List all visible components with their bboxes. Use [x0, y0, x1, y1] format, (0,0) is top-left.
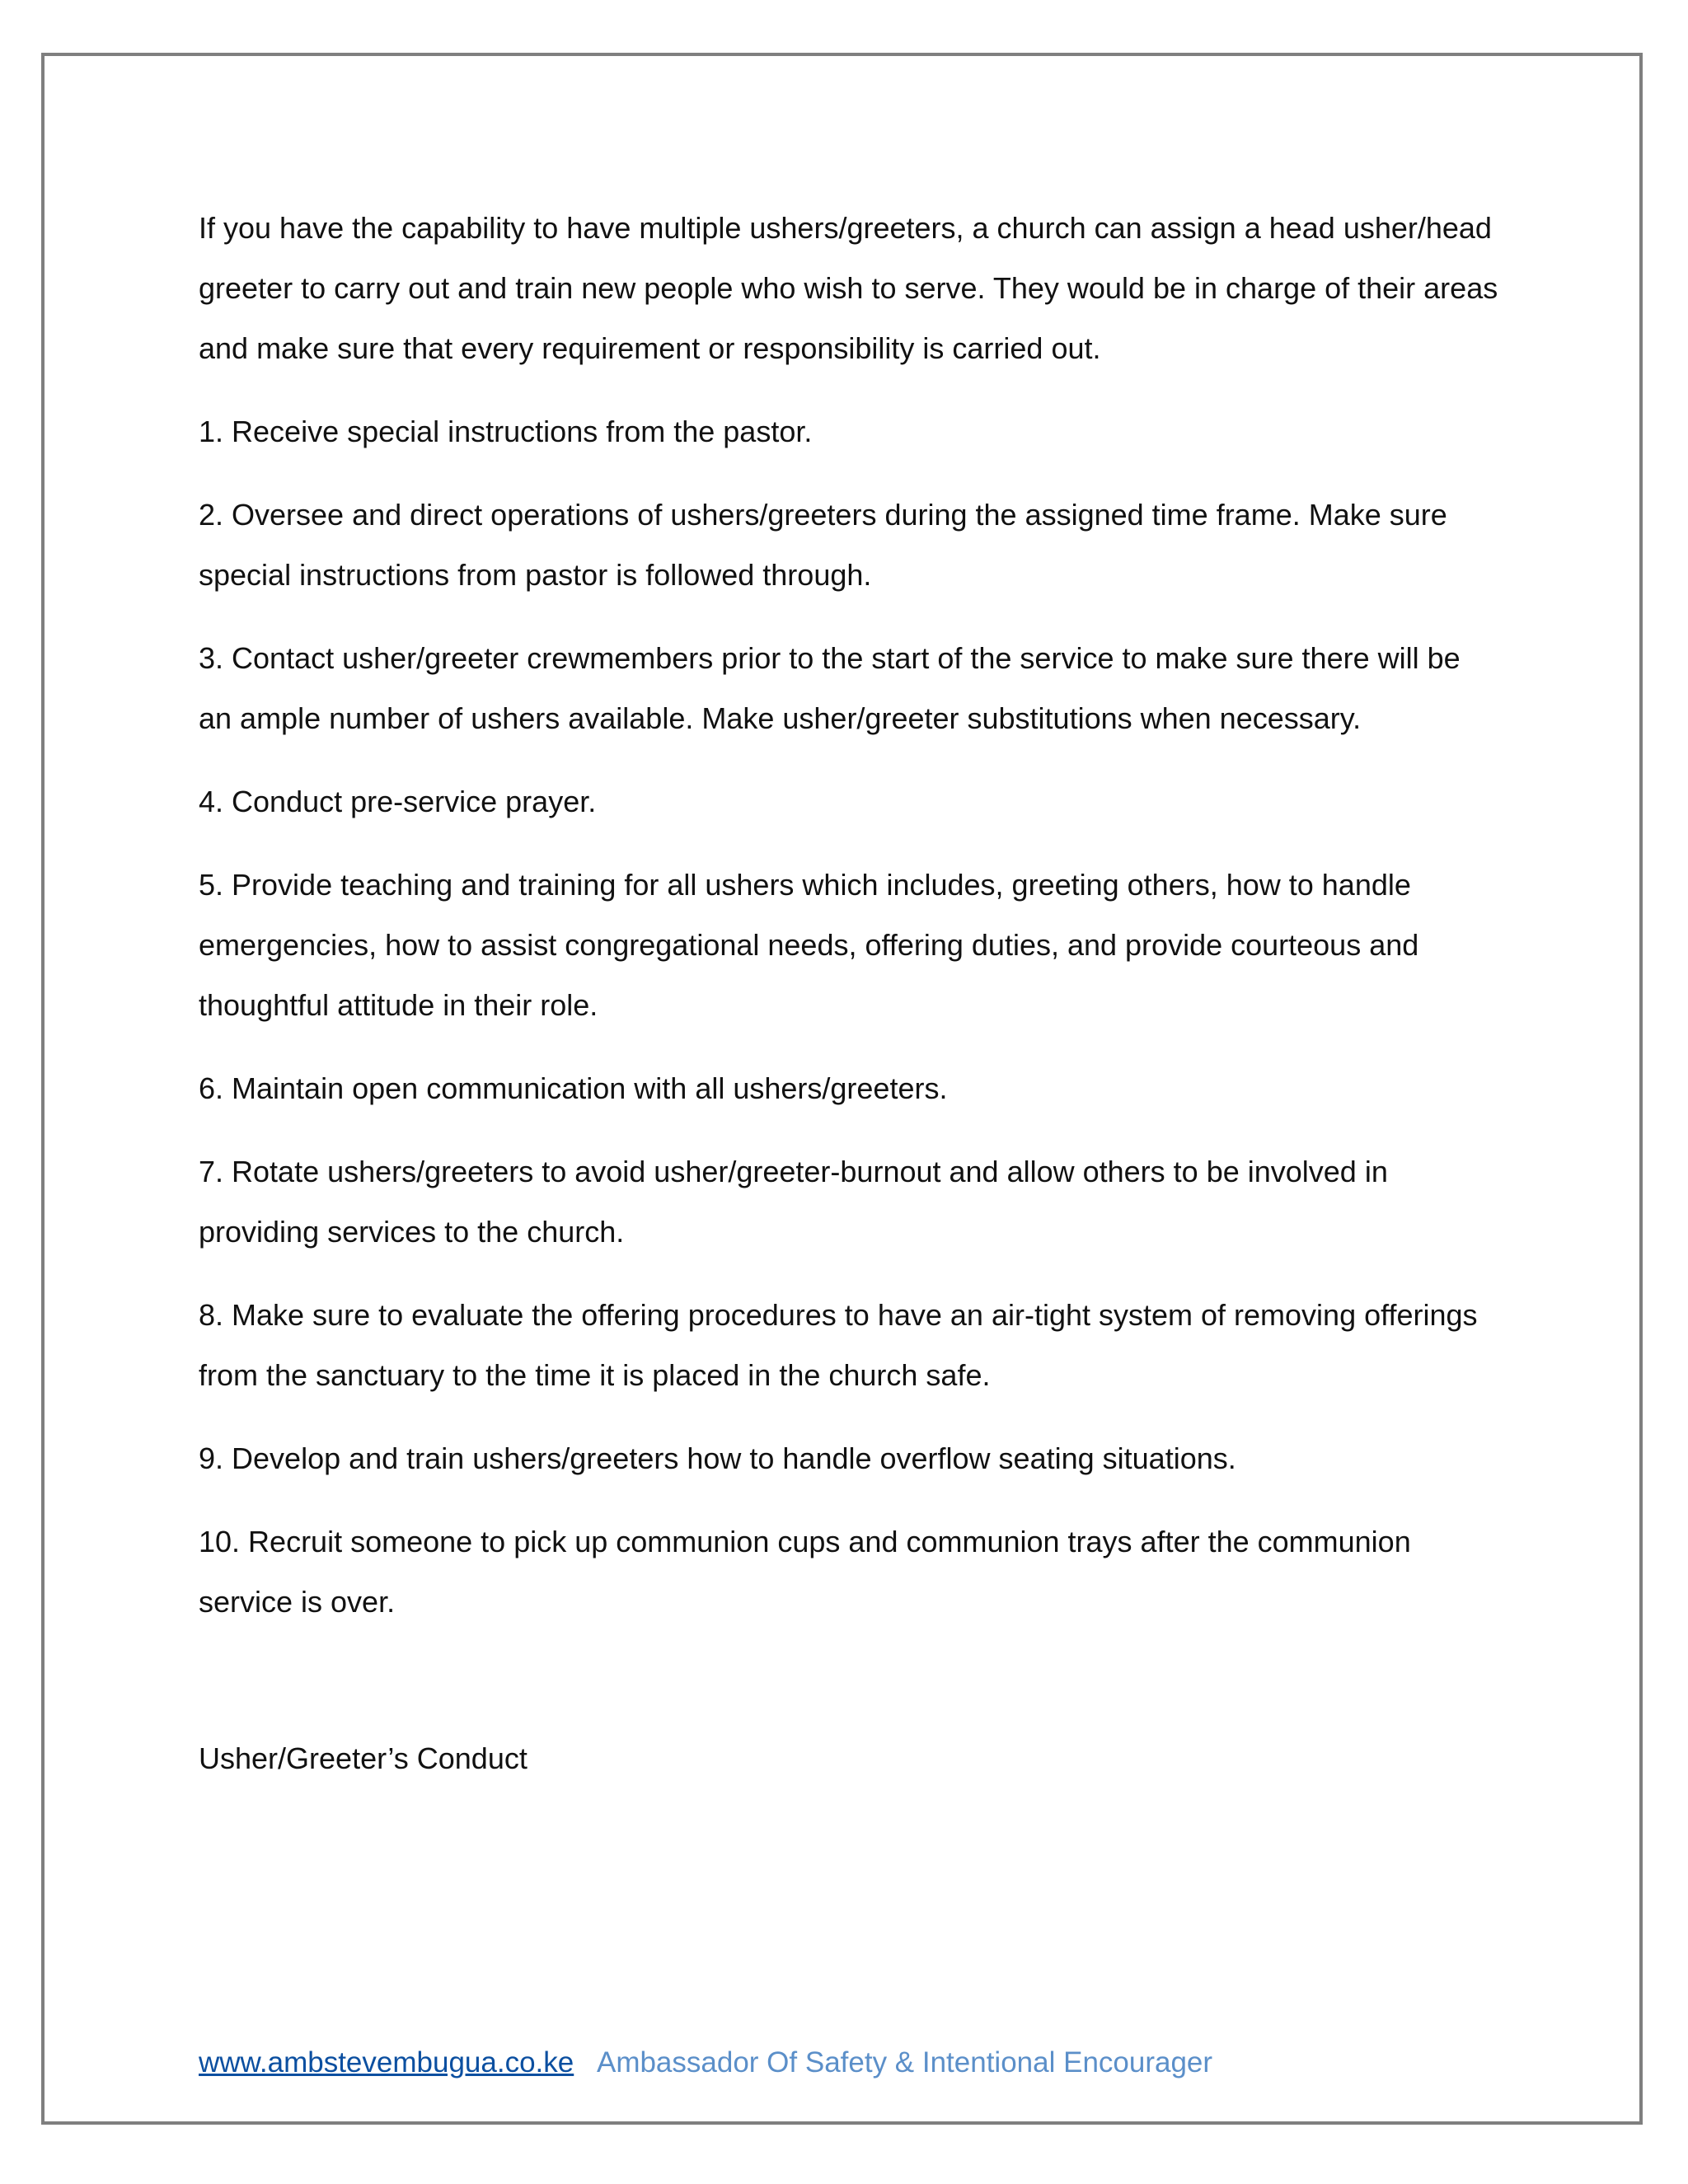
- list-item: 6. Maintain open communication with all ushers/greeters.: [199, 1071, 948, 1105]
- website-link[interactable]: www.ambstevembugua.co.ke: [199, 2046, 574, 2079]
- list-item: 2. Oversee and direct operations of ushers/greeters during the assigned time frame. Make sure special instructions from pastor is followed through.: [199, 498, 1447, 592]
- list-item: 4. Conduct pre-service prayer.: [199, 785, 597, 818]
- footer: [199, 2042, 1212, 2083]
- list-item: 9. Develop and train ushers/greeters how to handle overflow seating situations.: [199, 1441, 1236, 1475]
- list-item: 8. Make sure to evaluate the offering procedures to have an air-tight system of removing offerings from the sanctuary to the time it is placed in the church safe.: [199, 1298, 1478, 1392]
- list-item: 5. Provide teaching and training for all ushers which includes, greeting others, how to handle emergencies, how to assist congregational needs, offering duties, and provide courteous and thoughtful attitude in their role.: [199, 868, 1419, 1022]
- list-item: 10. Recruit someone to pick up communion cups and communion trays after the communion service is over.: [199, 1525, 1411, 1619]
- intro-paragraph: If you have the capability to have multiple ushers/greeters, a church can assign a head usher/head greeter to carry out and train new people who wish to serve. They would be in charge of their areas and make sure that every requirement or responsibility is carried out.: [199, 211, 1498, 365]
- list-item: 1. Receive special instructions from the pastor.: [199, 415, 813, 448]
- list-item: 3. Contact usher/greeter crewmembers prior to the start of the service to make sure there will be an ample number of ushers available. Make usher/greeter substitutions when necessary.: [199, 641, 1461, 735]
- footer-tagline: Ambassador Of Safety & Intentional Encourager: [596, 2046, 1213, 2079]
- list-item: 7. Rotate ushers/greeters to avoid usher/greeter-burnout and allow others to be involved in providing services to the church.: [199, 1155, 1388, 1249]
- document-body: [199, 198, 1501, 1655]
- section-heading: Usher/Greeter’s Conduct: [199, 1741, 528, 1775]
